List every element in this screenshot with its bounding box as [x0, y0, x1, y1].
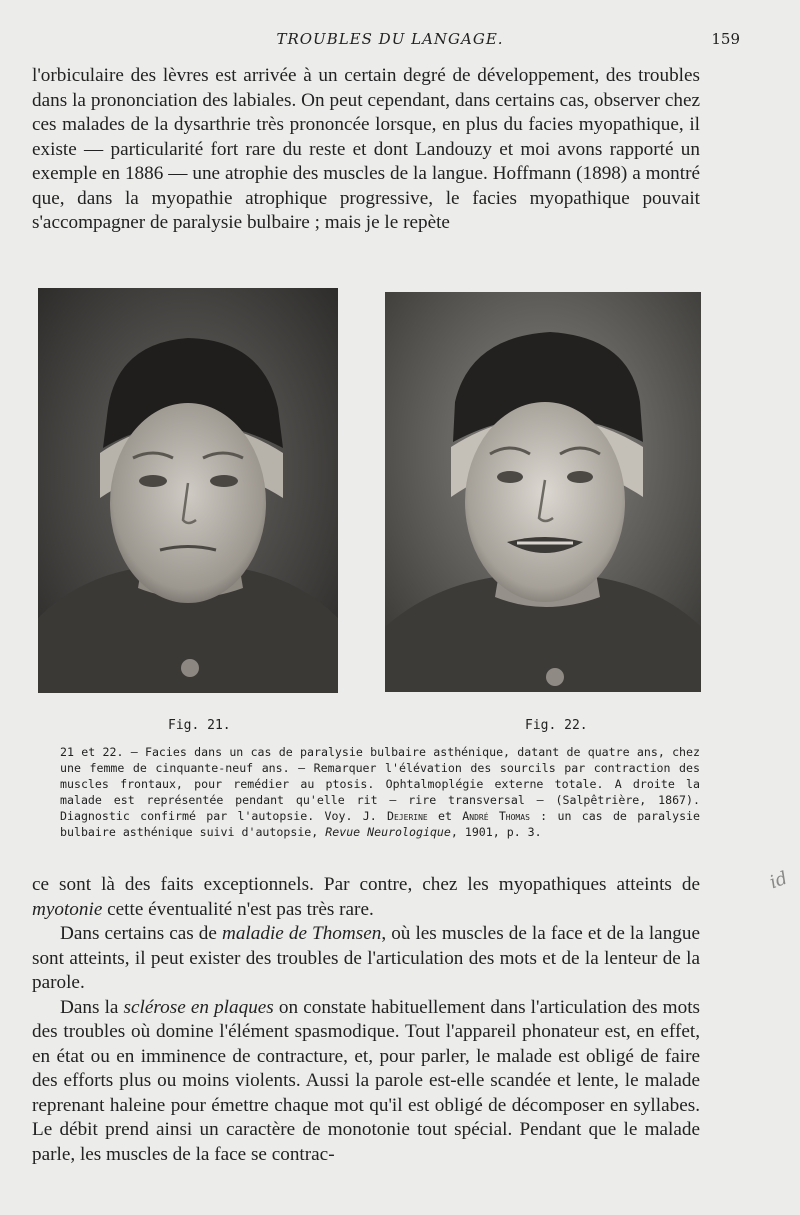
caption-text: et	[427, 809, 463, 823]
caption-author: Dejerine	[387, 809, 428, 823]
figure-22-label: Fig. 22.	[525, 718, 588, 733]
text-run: Dans certains cas de	[60, 923, 222, 944]
emphasis: maladie de Thomsen	[221, 923, 382, 944]
paragraph-sclerose	[32, 996, 700, 1168]
text-run: on constate habituellement dans l'articulation des mots des troubles où domine l'élément spasmodique. Tout l'appareil phonateur est, en effet, en état ou en imminence de contracture, et, pour parler, le malade est obligé de faire des efforts plus ou moins violents. Aussi la parole est-elle scandée et lente, le malade reprenant haleine pour émettre chaque mot qu'il est obligé de décomposer en syllabes. Le débit prend ainsi un caractère de monotonie tout spécial. Pendant que le malade parle, les muscles de la face se contrac-	[32, 996, 700, 1165]
handwritten-margin-note: id	[766, 867, 791, 894]
portrait-woman-laughing	[385, 292, 701, 692]
figure-caption	[60, 744, 700, 840]
emphasis: myotonie	[32, 898, 103, 920]
page-number: 159	[711, 30, 740, 48]
portrait-woman-neutral	[38, 288, 338, 693]
text-run: ce sont là des faits exceptionnels. Par contre, chez les myopathiques atteints de	[32, 874, 700, 895]
figure-22-photo	[385, 292, 701, 692]
figure-21-label: Fig. 21.	[168, 718, 231, 733]
text-run: cette éventualité n'est pas très rare.	[102, 898, 374, 920]
running-title: TROUBLES DU LANGAGE.	[276, 30, 504, 48]
paragraph-continuation: l'orbiculaire des lèvres est arrivée à un certain degré de développement, des troubles dans la prononciation des labiales. On peut cependant, dans certains cas, observer chez ces malades de la dysarthrie très prononcée lorsque, en plus du facies myopathique, il existe — particularité fort rare du reste et dont Landouzy et moi avons rapporté un exemple en 1886 — une atrophie des muscles de la langue. Hoffmann (1898) a montré que, dans la myopathie atrophique progressive, le facies myopathique pouvait s'accompagner de paralysie bulbaire ; mais je le repète	[32, 65, 700, 233]
caption-text: , 1901, p. 3.	[450, 825, 542, 839]
bottom-text	[32, 873, 700, 1167]
text-run: Dans la	[60, 996, 124, 1018]
caption-text: : un cas de paralysie bulbaire asthénique suivi d'autopsie,	[60, 809, 701, 839]
caption-journal: Revue Neurologique	[325, 825, 451, 839]
page-header	[40, 28, 740, 52]
emphasis: sclérose en plaques	[123, 996, 274, 1018]
figure-21-photo	[38, 288, 338, 693]
text-run: , où les muscles de la face et de la langue sont atteints, il peut exister des troubles de l'articulation des mots et de la lenteur de la parole.	[32, 923, 700, 993]
paragraph-myotonie	[32, 873, 700, 922]
caption-text: 21 et 22. — Facies dans un cas de paralysie bulbaire asthénique, datant de quatre ans, chez une femme de cinquante-neuf ans. — Remarquer l'élévation des sourcils par contraction des muscles frontaux, pour remédier au ptosis. Ophtalmoplégie externe totale. A droite la malade est représentée pendant qu'elle rit — rire transversal — (Salpêtrière, 1867). Diagnostic confirmé par l'autopsie. Voy. J.	[60, 745, 700, 823]
paragraph-thomsen	[32, 922, 700, 996]
top-paragraph	[32, 64, 700, 236]
caption-author: André Thomas	[462, 809, 530, 823]
